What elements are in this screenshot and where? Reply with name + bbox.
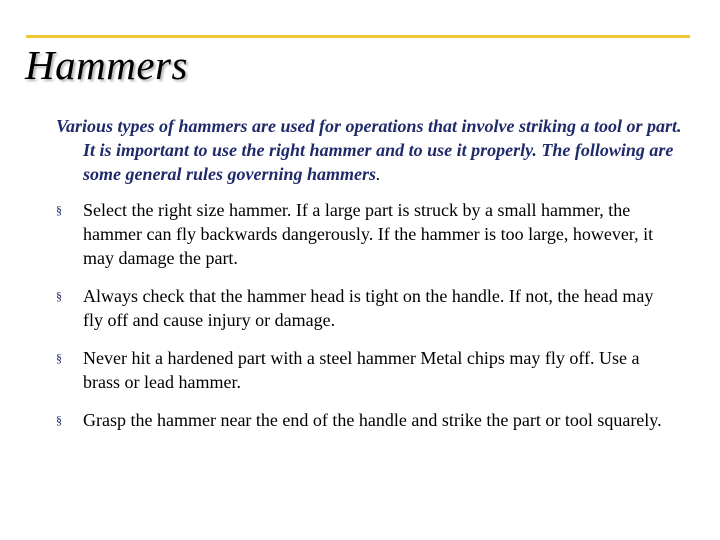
list-item-text: Grasp the hammer near the end of the handle and strike the part or tool squarely. bbox=[83, 410, 662, 430]
square-bullet-icon: § bbox=[56, 413, 62, 427]
slide-title: Hammers bbox=[25, 42, 188, 88]
list-item-text: Select the right size hammer. If a large part is struck by a small hammer, the hammer can fly backwards dangerously. If the hammer is too large, however, it may damage the part. bbox=[83, 200, 654, 268]
list-item-text: Always check that the hammer head is tight on the handle. If not, the head may fly off and cause injury or damage. bbox=[83, 286, 654, 330]
square-bullet-icon: § bbox=[56, 203, 62, 217]
list-item-text: Never hit a hardened part with a steel hammer Metal chips may fly off. Use a brass or lead hammer. bbox=[83, 348, 640, 392]
intro-paragraph bbox=[56, 114, 693, 186]
intro-end-period: . bbox=[376, 164, 381, 184]
list-item bbox=[56, 198, 676, 270]
square-bullet-icon: § bbox=[56, 351, 62, 365]
title-divider bbox=[26, 35, 690, 38]
list-item bbox=[56, 346, 676, 394]
list-item bbox=[56, 408, 676, 432]
square-bullet-icon: § bbox=[56, 289, 62, 303]
rules-list bbox=[56, 198, 676, 432]
intro-text: Various types of hammers are used for operations that involve striking a tool or part. It is important to use the right hammer and to use it properly. The following are some general rules governing hammers bbox=[56, 116, 682, 184]
list-item bbox=[56, 284, 676, 332]
